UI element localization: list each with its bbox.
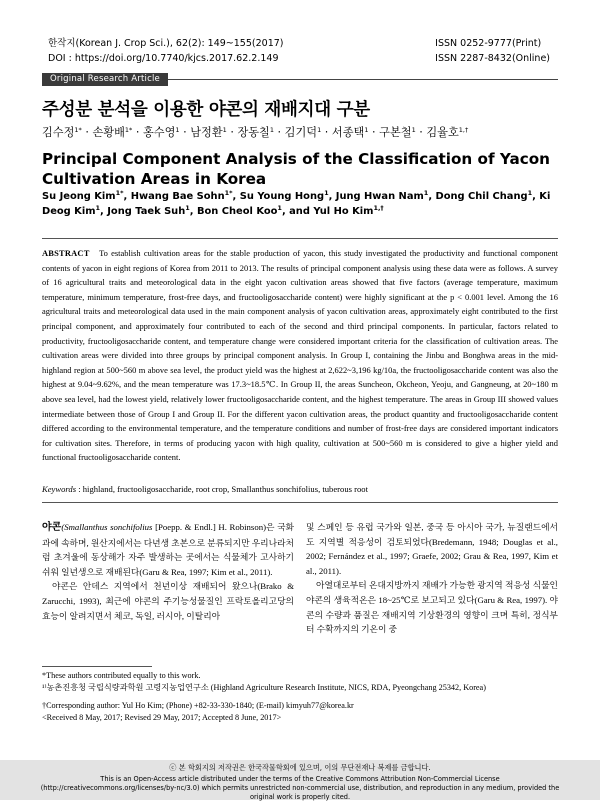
doi-line[interactable]: DOI : https://doi.org/10.7740/kjcs.2017.62.2.149: [48, 53, 279, 64]
author-name: 구본철: [379, 126, 412, 139]
author-name: 장동칠: [237, 126, 270, 139]
author-affiliation-mark: 1,†: [373, 204, 384, 212]
english-title: Principal Component Analysis of the Classification of Yacon Cultivation Areas in Korea: [42, 150, 550, 188]
author-separator: ·: [132, 126, 143, 139]
abstract-text: To establish cultivation areas for the stable production of yacon, this study investigated the productivity and functional component contents of yacon in eight regions of Korea from 2011 to 2013. The results of principal component analysis using these data were as follows. A survey of 16 agricultural traits and meteorological data in the eight yacon cultivation areas showed that five factors (average temperature, maximum temperature, minimum temperature, frost-free days, and fructooligosaccharide content) were highly significant at the p < 0.001 level. Among the 16 agricultural traits and meteorological data used in the main component analysis of yacon cultivation areas, approximately eight contributed to the first principal component, and approximately four contributed to each of the second and third principal components. In particular, factors related to productivity, fructooligosaccharide content, and temperature change were considered important criteria for the classification of cultivation areas. The cultivation areas were divided into three groups by principal component analysis. In Group I, containing the Jinbu and Bonghwa areas in the mid-highland region at 500~560 m above sea level, the product yield was the highest at 2,622~3,196 kg/10a, the fructooligosaccharide content was also the highest at 9.04~9.62%, and the mean temperature was 17.3~18.5℃. In Group II, the areas Suncheon, Okcheon, Yeoju, and Gangneung, at 20~180 m above sea level, had the lowest yield, relatively lower fructooligosaccharide content, and the highest temperature. The areas in Group III showed values intermediate between those of Group I and Group II. For the different yacon cultivation areas, the product quantity and fructooligosaccharide content differed according to the environmental temperature, and the temperature conditions and number of frost-free days are considered important indicators for cultivation sites. Therefore, in terms of producing yacon with high quality, cultivation at 500~560 m is considered to give a higher yield and functional fructooligosaccharide content.: [42, 248, 558, 463]
journal-line: 한작지(Korean J. Crop Sci.), 62(2): 149~155(2017): [48, 38, 284, 49]
author-name: 김기덕: [284, 126, 318, 139]
author-affiliation-mark: 1: [269, 126, 274, 134]
author-separator: ·: [226, 126, 238, 139]
author-affiliation-mark: 1: [527, 189, 533, 197]
author-affiliation-mark: 1*: [224, 189, 233, 197]
author-name: Su Young Hong: [239, 191, 325, 202]
author-affiliation-mark: 1: [324, 189, 329, 197]
author-affiliation-mark: 1: [364, 126, 369, 134]
author-separator: ·: [81, 126, 93, 139]
body-column-left: [42, 520, 294, 623]
journal-citation: [48, 36, 283, 66]
author-name: 손황배: [92, 126, 125, 139]
affiliation-note: ¹⁾농촌진흥청 국립식량과학원 고령지농업연구소 (Highland Agriculture Research Institute, NICS, RDA, Pyeongchang 25342, Korea): [42, 683, 486, 693]
copyright-korean: ⓒ 본 학회지의 저작권은 한국작물학회에 있으며, 이의 무단전재나 복제를 금합니다.: [169, 763, 431, 772]
body-paragraph: 야콘은 안데스 지역에서 천년이상 재배되어 왔으나(Brako & Zarucchi, 1993), 최근에 야콘의 주기능성물질인 프락토올리고당의 효능이 알려지면서 체코, 독일, 러시아, 이탈리아: [42, 581, 294, 621]
author-affiliation-mark: 1*: [115, 189, 124, 197]
english-author-list: [42, 189, 562, 219]
author-separator: ,: [232, 191, 240, 202]
author-name: Bon Cheol Koo: [196, 206, 278, 217]
abstract: [42, 246, 558, 465]
author-name: 서종택: [331, 126, 365, 139]
author-separator: ·: [415, 126, 427, 139]
author-affiliation-mark: 1: [277, 204, 282, 212]
author-name: 김율호: [426, 126, 459, 139]
author-separator: ,: [428, 191, 436, 202]
corresponding-author-note: †Corresponding author: Yul Ho Kim; (Phone) +82-33-330-1840; (E-mail) kimyuh77@korea.kr: [42, 700, 354, 710]
author-affiliation-mark: 1: [423, 189, 429, 197]
korean-title: 주성분 분석을 이용한 야콘의 재배지대 구분: [42, 100, 370, 120]
license-text: This is an Open-Access article distributed under the terms of the Creative Commons Attribution Non-Commercial License (http://creativecommons.org/licenses/by-nc/3.0) which permits unrestricted non-commercial use, distribution, and reproduction in any medium, provided the original work is properly cited.: [40, 775, 560, 801]
author-name: 김수정: [42, 126, 75, 139]
equal-contribution-note: *These authors contributed equally to this work.: [42, 671, 201, 680]
author-affiliation-mark: 1: [222, 126, 227, 134]
author-affiliation-mark: 1: [411, 126, 416, 134]
issn-online: ISSN 2287-8432(Online): [435, 53, 550, 64]
author-affiliation-mark: 1,†: [458, 126, 469, 134]
korean-author-list: [42, 124, 468, 140]
author-separator: ·: [368, 126, 380, 139]
author-separator: ,: [532, 191, 540, 202]
author-affiliation-mark: 1*: [74, 126, 82, 134]
footnotes: [42, 670, 558, 725]
keywords: [42, 484, 558, 494]
author-affiliation-mark: 1*: [124, 126, 133, 134]
author-separator: ,: [100, 206, 108, 217]
keywords-text: : highland, fructooligosaccharide, root crop, Smallanthus sonchifolius, tuberous root: [78, 484, 368, 494]
issn-print: ISSN 0252-9777(Print): [435, 38, 542, 49]
author-affiliation-mark: 1: [95, 204, 101, 212]
author-separator: , and: [281, 206, 314, 217]
author-affiliation-mark: 1: [185, 204, 190, 212]
received-dates: <Received 8 May, 2017; Revised 29 May, 2017; Accepted 8 June, 2017>: [42, 713, 282, 723]
body-paragraph: 아열대로부터 온대지방까지 재배가 가능한 광지역 적응성 식물인 야콘의 생육적온은 18~25℃로 보고되고 있다(Garu & Rea, 1997). 야콘의 수량과 품질은 재배지역 기상환경의 영향이 크며 특히, 정식부터 수확까지의 기온이 중: [306, 580, 558, 635]
keywords-label: Keywords: [42, 484, 77, 494]
author-name: Jung Hwan Nam: [335, 191, 424, 202]
article-type-label: Original Research Article: [42, 73, 168, 86]
author-separator: ,: [189, 206, 197, 217]
author-affiliation-mark: 1: [175, 126, 180, 134]
author-name: Su Jeong Kim: [42, 191, 116, 202]
author-separator: ,: [328, 191, 336, 202]
author-separator: ·: [179, 126, 191, 139]
author-separator: ,: [123, 191, 131, 202]
issn-block: [435, 36, 550, 66]
author-name: 남정환: [190, 126, 223, 139]
body-column-right: [306, 520, 558, 637]
footnote-rule: [42, 666, 152, 667]
author-name: Ki Deog Kim: [42, 191, 551, 217]
abstract-label: ABSTRACT: [42, 248, 90, 258]
body-paragraph: 및 스페인 등 유럽 국가와 일본, 중국 등 아시아 국가, 뉴질랜드에서도 지역별 적응성이 검토되었다(Bredemann, 1948; Douglas et al., 2002; Fernández et al., 1997; Graefe, 2002; Grau & Rea, 1997, Kim et al., 2011).: [306, 522, 558, 576]
author-affiliation-mark: 1: [317, 126, 322, 134]
author-separator: ·: [321, 126, 332, 139]
species-name: (Smallanthus sonchifolius: [61, 522, 153, 532]
body-paragraph: [42, 520, 294, 579]
body-text: [Poepp. & Endl.] H. Robinson)은 국화과에 속하며, 원산지에서는 다년생 초본으로 분류되지만 우리나라처럼 초겨울에 동상해가 자주 발생하는 곳에서는 식물체가 고사하기 쉬워 일년생으로 재배된다(Garu & Rea, 1997; Kim et al., 2011).: [42, 522, 294, 577]
author-name: Jong Taek Suh: [107, 206, 186, 217]
author-name: Hwang Bae Sohn: [130, 191, 225, 202]
author-name: Dong Chil Chang: [435, 191, 528, 202]
author-name: 홍수영: [142, 126, 176, 139]
lead-word: 야콘: [42, 522, 62, 533]
author-name: Yul Ho Kim: [313, 206, 374, 217]
author-separator: ·: [274, 126, 285, 139]
